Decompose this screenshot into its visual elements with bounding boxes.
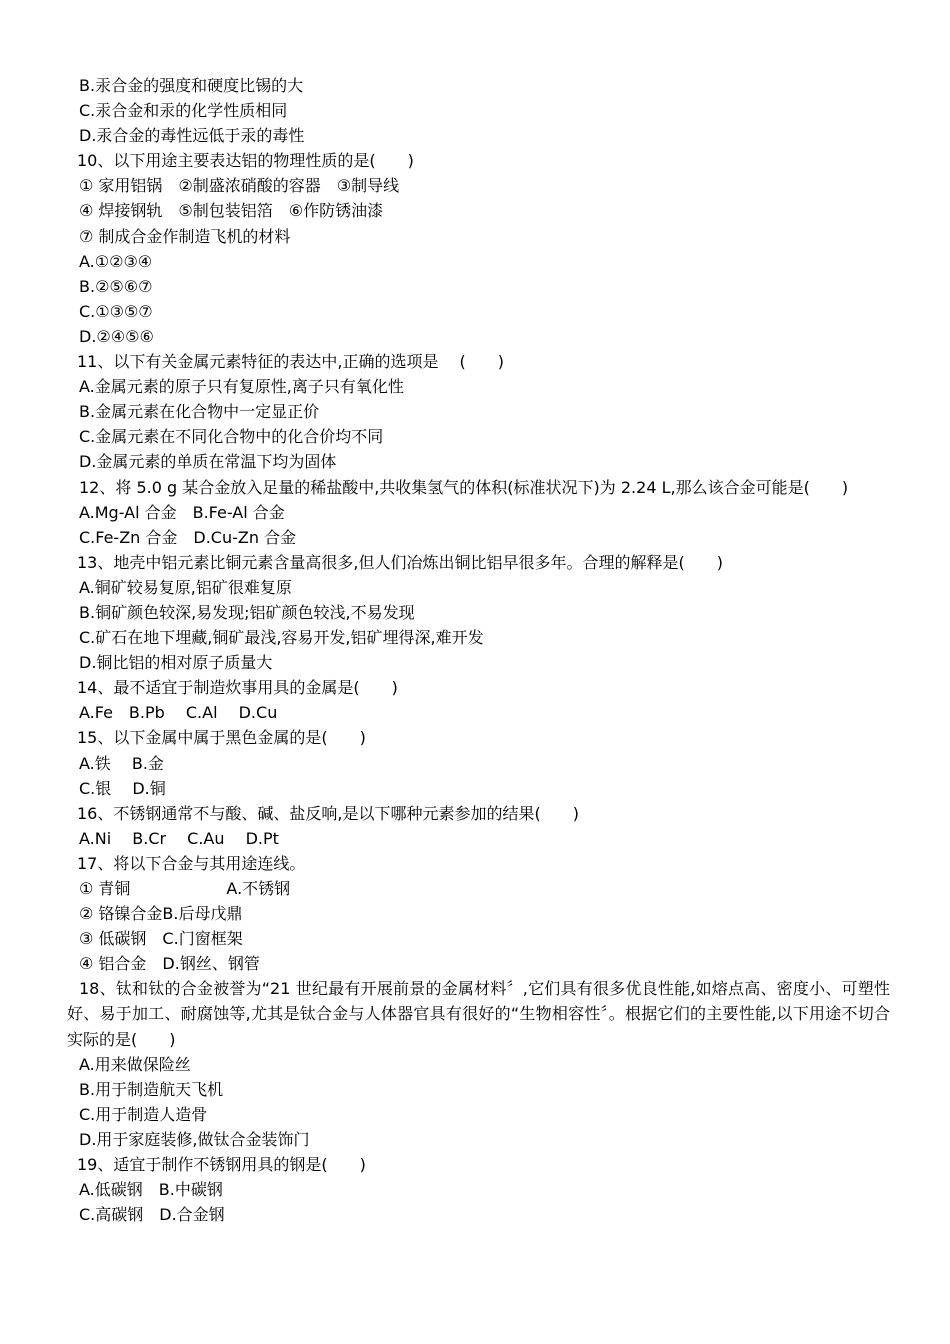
question-16: 16、不锈钢通常不与酸、碱、盐反响,是以下哪种元素参加的结果( ) [77, 803, 579, 823]
option-line: C.Fe-Zn 合金 D.Cu-Zn 合金 [79, 527, 297, 547]
option-line: A.Mg-Al 合金 B.Fe-Al 合金 [79, 502, 285, 522]
option-line: D.金属元素的单质在常温下均为固体 [79, 452, 337, 472]
question-15: 15、以下金属中属于黑色金属的是( ) [77, 728, 366, 748]
option-line: D.用于家庭装修,做钛合金装饰门 [79, 1129, 310, 1149]
option-line: A.金属元素的原子只有复原性,离子只有氧化性 [79, 377, 404, 397]
option-line: C.①③⑤⑦ [79, 301, 153, 321]
sub-item-line: ⑦ 制成合金作制造飞机的材料 [79, 226, 291, 246]
option-line: B.用于制造航天飞机 [79, 1079, 224, 1099]
option-line: D.汞合金的毒性远低于汞的毒性 [79, 126, 305, 146]
option-line: A.铁 B.金 [79, 753, 164, 773]
option-line: A.用来做保险丝 [79, 1054, 191, 1074]
question-10: 10、以下用途主要表达铝的物理性质的是( ) [77, 151, 414, 171]
matching-line: ② 铬镍合金B.后母戊鼎 [79, 904, 243, 924]
option-line: C.用于制造人造骨 [79, 1104, 208, 1124]
sub-item-line: ④ 焊接钢轨 ⑤制包装铝箔 ⑥作防锈油漆 [79, 201, 384, 221]
question-19: 19、适宜于制作不锈钢用具的钢是( ) [77, 1155, 366, 1175]
option-line: C.金属元素在不同化合物中的化合价均不同 [79, 427, 384, 447]
question-13: 13、地壳中铝元素比铜元素含量高很多,但人们冶炼出铜比铝早很多年。合理的解释是( ) [77, 552, 723, 572]
option-line: B.金属元素在化合物中一定显正价 [79, 402, 320, 422]
option-line: C.矿石在地下埋藏,铜矿最浅,容易开发,铝矿埋得深,难开发 [79, 628, 484, 648]
question-12: 12、将 5.0 g 某合金放入足量的稀盐酸中,共收集氢气的体积(标准状况下)为 2.24 L,那么该合金可能是( ) [79, 477, 849, 497]
option-line: A.低碳钢 B.中碳钢 [79, 1180, 223, 1200]
question-17: 17、将以下合金与其用途连线。 [77, 853, 306, 873]
question-18: 18、钛和钛的合金被誉为“21 世纪最有开展前景的金属材料〞,它们具有很多优良性能,如熔点高、密度小、可塑性好、易于加工、耐腐蚀等,尤其是钛合金与人体器官具有很好的“生物相容性〞。根据它们的主要性能,以下用途不切合实际的是( ) [67, 979, 890, 1049]
option-line: C.银 D.铜 [79, 778, 166, 798]
option-line: A.①②③④ [79, 251, 153, 271]
matching-line: ① 青铜 A.不锈钢 [79, 879, 291, 898]
option-line: B.②⑤⑥⑦ [79, 276, 153, 296]
option-line: C.汞合金和汞的化学性质相同 [79, 101, 288, 121]
option-line: C.高碳钢 D.合金钢 [79, 1205, 225, 1225]
sub-item-line: ① 家用铝锅 ②制盛浓硝酸的容器 ③制导线 [79, 176, 400, 196]
option-line: A.铜矿较易复原,铝矿很难复原 [79, 577, 292, 597]
option-line: A.Fe B.Pb C.Al D.Cu [79, 703, 278, 723]
option-line: D.铜比铝的相对原子质量大 [79, 653, 273, 673]
option-line: A.Ni B.Cr C.Au D.Pt [79, 828, 279, 848]
option-line: B.汞合金的强度和硬度比锡的大 [79, 76, 304, 95]
matching-line: ③ 低碳钢 C.门窗框架 [79, 929, 243, 949]
question-11: 11、以下有关金属元素特征的表达中,正确的选项是 ( ) [77, 352, 505, 372]
option-line: B.铜矿颜色较深,易发现;铝矿颜色较浅,不易发现 [79, 602, 415, 622]
question-14: 14、最不适宜于制造炊事用具的金属是( ) [77, 678, 398, 698]
option-line: D.②④⑤⑥ [79, 326, 154, 346]
matching-line: ④ 铝合金 D.钢丝、钢管 [79, 954, 260, 974]
document-page [0, 73, 950, 1227]
